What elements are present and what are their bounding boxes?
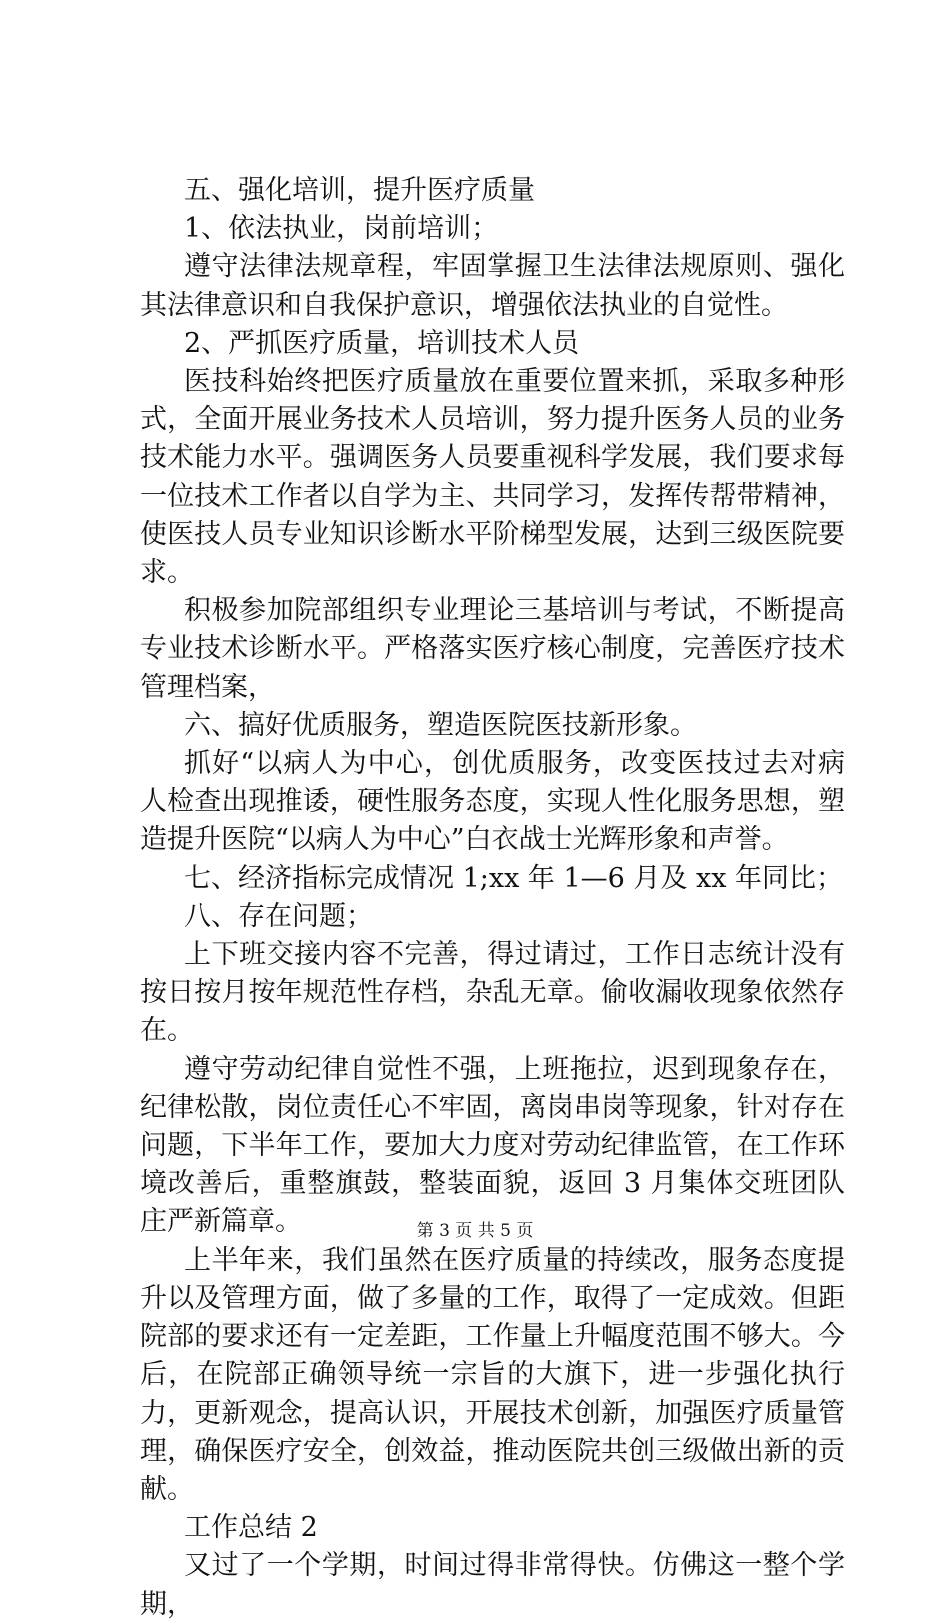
section-heading-6: 六、搞好优质服务，塑造医院医技新形象。 (184, 709, 697, 741)
section-heading-5: 五、强化培训，提升医疗质量 (184, 175, 535, 206)
paragraph: 遵守法律法规章程，牢固掌握卫生法律法规原则、强化其法律意识和自我保护意识，增强依法执业的自觉性。 (140, 251, 845, 321)
page-footer: 第 3 页 共 5 页 (416, 1221, 534, 1241)
paragraph: 抓好“以病人为中心，创优质服务，改变医技过去对病人检查出现推诿，硬性服务态度，实现人性化服务思想，塑造提升医院“以病人为中心”白衣战士光辉形象和声誉。 (140, 748, 845, 856)
paragraph: 又过了一个学期，时间过得非常得快。仿佛这一整个学期， (140, 1550, 845, 1620)
paragraph: 上下班交接内容不完善，得过请过，工作日志统计没有按日按月按年规范性存档，杂乱无章。偷收漏收现象依然存在。 (140, 939, 845, 1047)
paragraph: 医技科始终把医疗质量放在重要位置来抓，采取多种形式，全面开展业务技术人员培训，努力提升医务人员的业务技术能力水平。强调医务人员要重视科学发展，我们要求每一位技术工作者以自学为主、共同学习，发挥传帮带精神，使医技人员专业知识诊断水平阶梯型发展，达到三级医院要求。 (140, 366, 845, 589)
document-body (140, 172, 845, 1624)
paragraph: 积极参加院部组织专业理论三基培训与考试，不断提高专业技术诊断水平。严格落实医疗核心制度，完善医疗技术管理档案， (140, 595, 845, 703)
subheading-2: 2、严抓医疗质量，培训技术人员 (184, 327, 580, 359)
section-heading-7: 七、经济指标完成情况 1;xx 年 1—6 月及 xx 年同比； (184, 862, 844, 894)
section-heading-8: 八、存在问题； (184, 900, 373, 932)
paragraph: 遵守劳动纪律自觉性不强，上班拖拉，迟到现象存在，纪律松散，岗位责任心不牢固，离岗串岗等现象，针对存在问题，下半年工作，要加大力度对劳动纪律监管，在工作环境改善后，重整旗鼓，整装面貌，返回 3 月集体交班团队庄严新篇章。 (140, 1053, 845, 1238)
subheading-1: 1、依法执业，岗前培训； (184, 213, 499, 245)
summary-heading: 工作总结 2 (184, 1512, 318, 1544)
paragraph: 上半年来，我们虽然在医疗质量的持续改，服务态度提升以及管理方面，做了多量的工作，取得了一定成效。但距院部的要求还有一定差距，工作量上升幅度范围不够大。今后，在院部正确领导统一宗旨的大旗下，进一步强化执行力，更新观念，提高认识，开展技术创新，加强医疗质量管理，确保医疗安全，创效益，推动医院共创三级做出新的贡献。 (140, 1244, 845, 1505)
